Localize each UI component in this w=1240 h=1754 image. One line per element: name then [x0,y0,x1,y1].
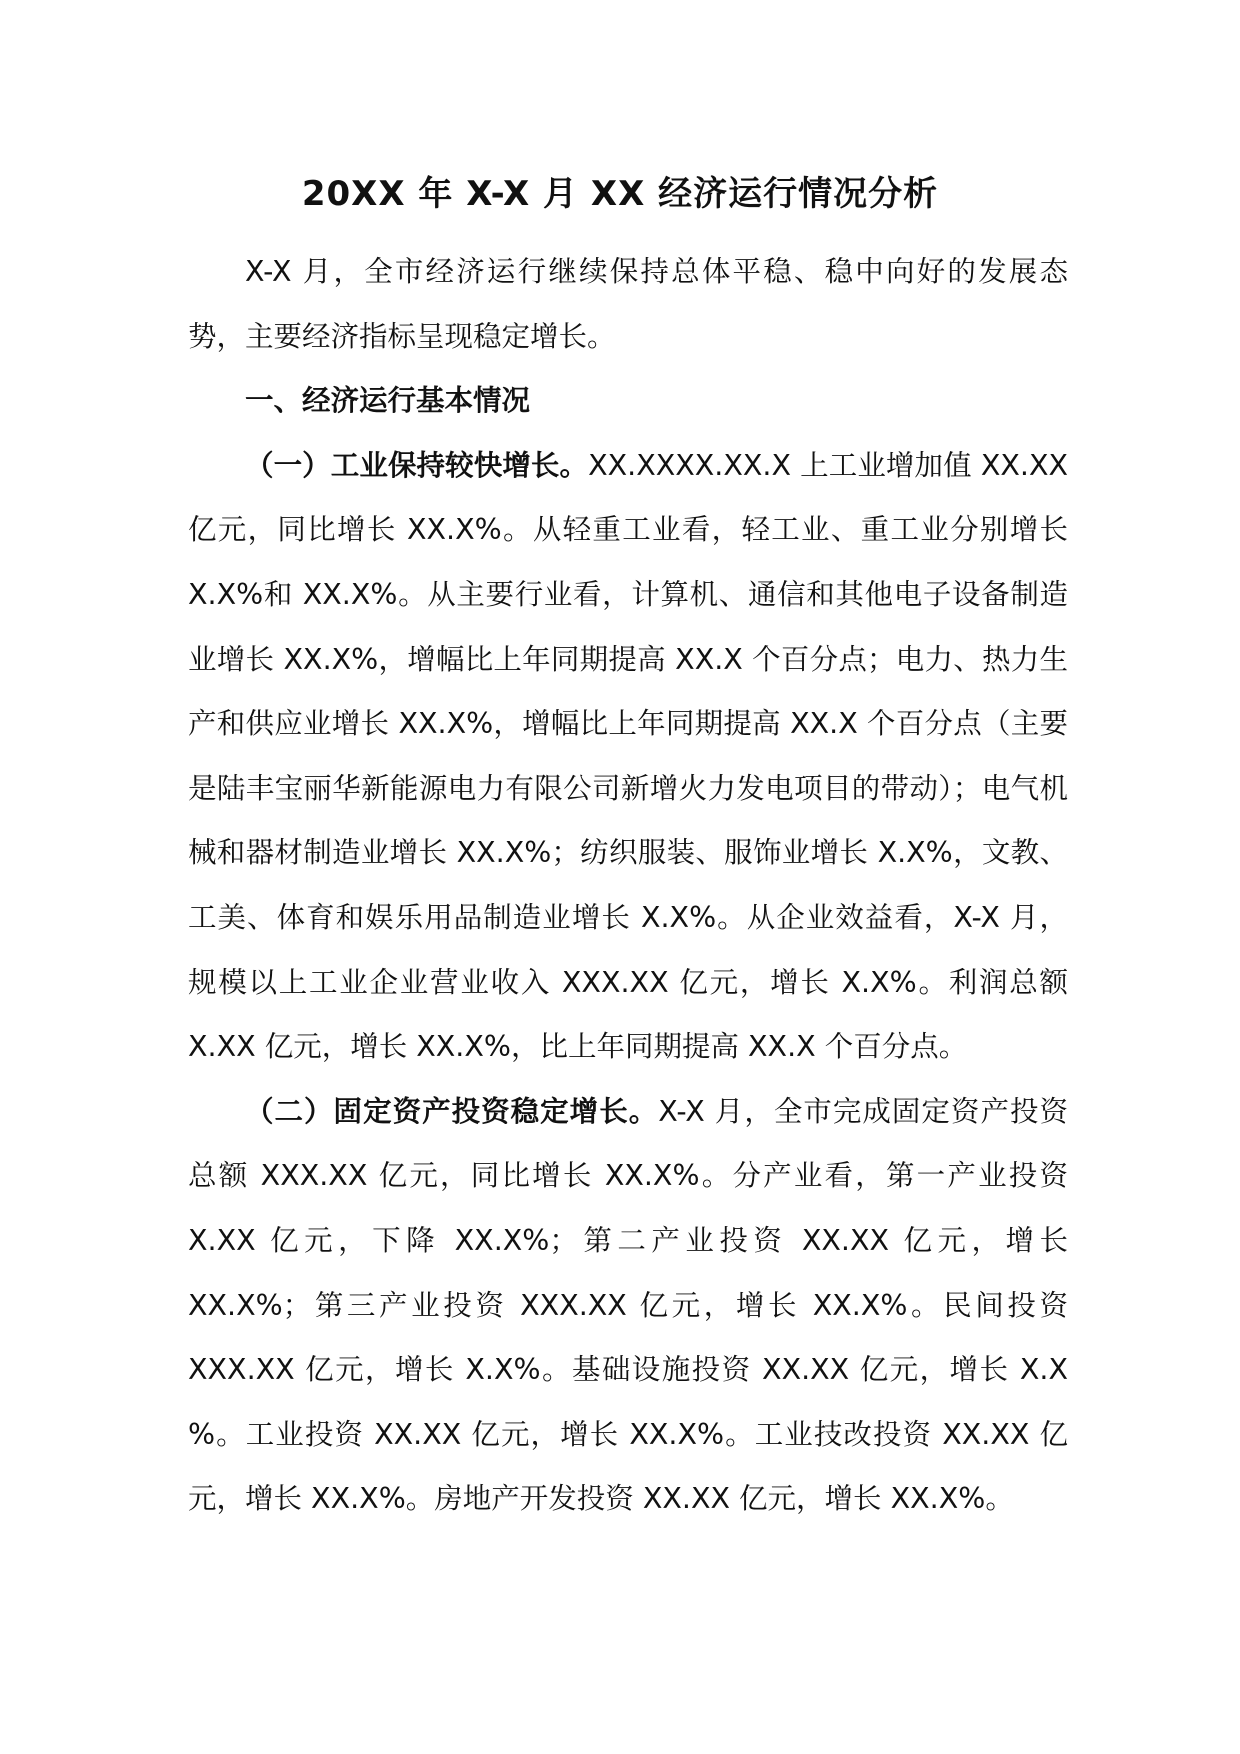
paragraph-industry-text: XX.XXXX.XX.X 上工业增加值 XX.XX 亿元，同比增长 XX.X%。从轻重工业看，轻工业、重工业分别增长 X.X%和 XX.X%。从主要行业看，计算机、通信和其他电子设备制造业增长 XX.X%，增幅比上年同期提高 XX.X 个百分点；电力、热力生产和供应业增长 XX.X%，增幅比上年同期提高 XX.X 个百分点（主要是陆丰宝丽华新能源电力有限公司新增火力发电项目的带动）；电气机械和器材制造业增长 XX.X%；纺织服装、服饰业增长 X.X%，文教、工美、体育和娱乐用品制造业增长 X.X%。从企业效益看，X-X 月，规模以上工业企业营业收入 XXX.XX 亿元，增长 X.X%。利润总额 X.XX 亿元，增长 XX.X%，比上年同期提高 XX.X 个百分点。 [188,448,1068,1064]
section-heading-1: 一、经济运行基本情况 [245,384,531,418]
paragraph-investment-text: X-X 月，全市完成固定资产投资总额 XXX.XX 亿元，同比增长 XX.X%。分产业看，第一产业投资 X.XX 亿元，下降 XX.X%；第二产业投资 XX.XX 亿元，增长 XX.X%；第三产业投资 XXX.XX 亿元，增长 XX.X%。民间投资 XXX.XX 亿元，增长 X.X%。基础设施投资 XX.XX 亿元，增长 X.X %。工业投资 XX.XX 亿元，增长 XX.X%。工业技改投资 XX.XX 亿元，增长 XX.X%。房地产开发投资 XX.XX 亿元，增长 XX.X%。 [188,1094,1068,1516]
document-body [188,240,1068,1532]
intro-paragraph: X-X 月，全市经济运行继续保持总体平稳、稳中向好的发展态势，主要经济指标呈现稳定增长。 [188,255,1068,353]
paragraph-investment-lead: （二）固定资产投资稳定增长。 [245,1094,659,1128]
paragraph-investment [188,1080,1068,1532]
paragraph-industry [188,434,1068,1080]
paragraph-industry-lead: （一）工业保持较快增长。 [245,448,589,482]
document-title: 20XX 年 X-X 月 XX 经济运行情况分析 [301,174,939,214]
